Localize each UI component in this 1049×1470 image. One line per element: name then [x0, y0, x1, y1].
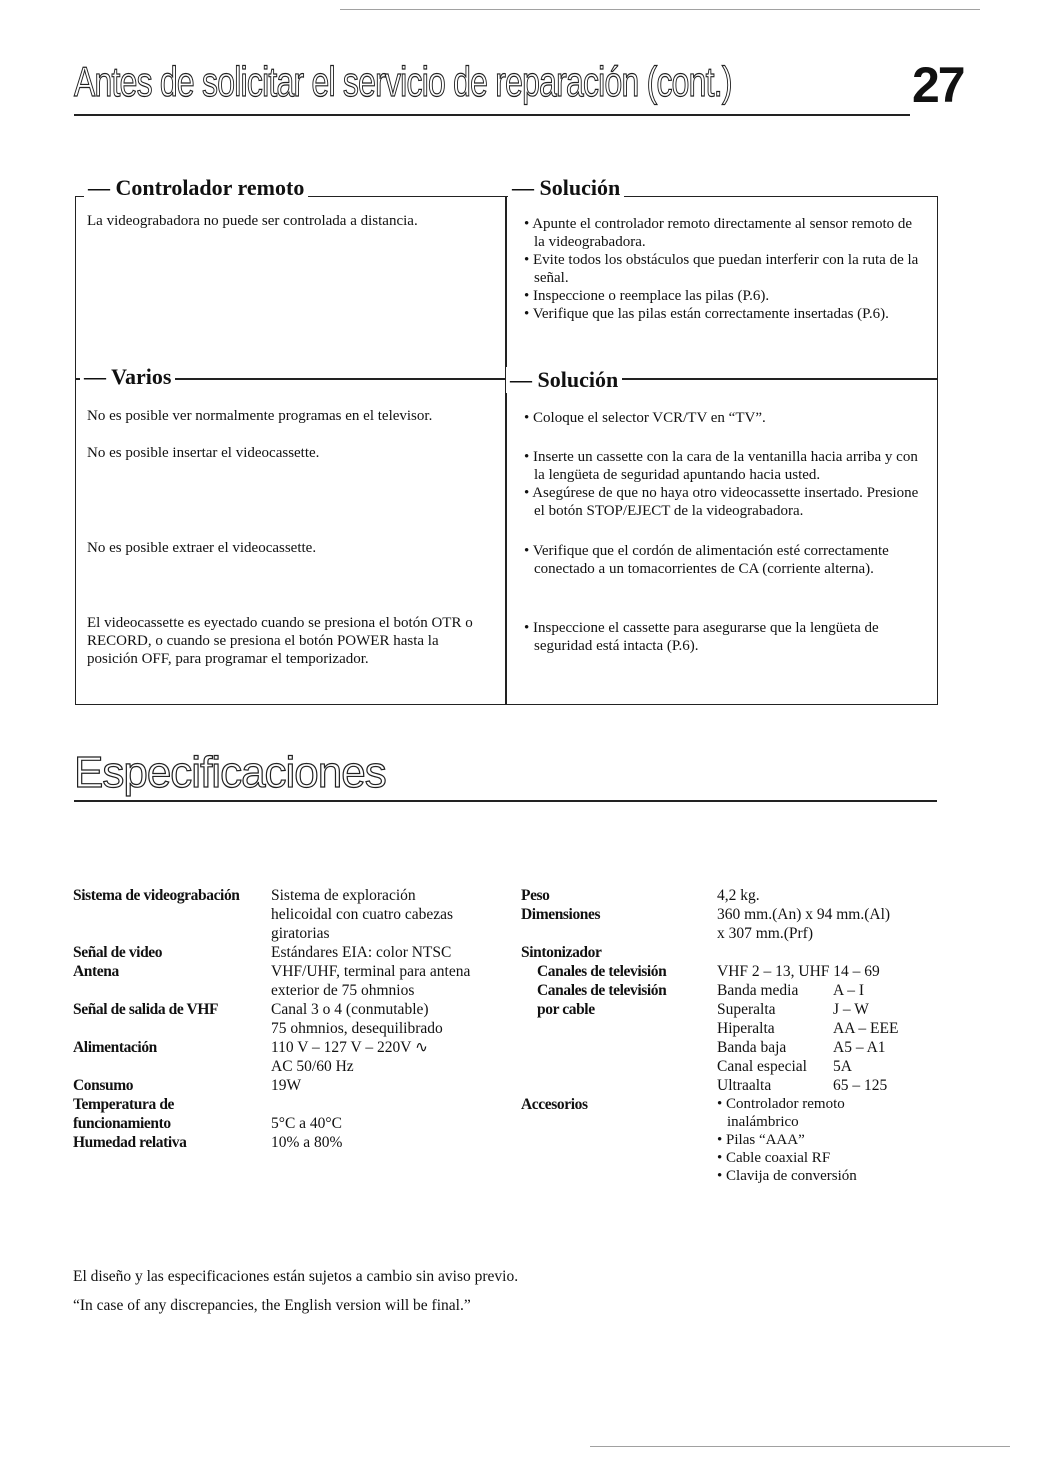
- column-divider: [505, 196, 507, 704]
- band-range: 5A: [833, 1058, 852, 1075]
- accessories-list: [717, 1095, 917, 1185]
- spec-value-line: helicoidal con cuatro cabezas: [271, 906, 454, 923]
- spec-value: [717, 943, 957, 962]
- remote-solutions: [524, 215, 919, 323]
- spec-label-line: Sistema de videograbación: [73, 887, 240, 904]
- spec-label: [73, 1000, 271, 1038]
- spec-label: [521, 981, 717, 1095]
- spec-value-line: [271, 1095, 516, 1114]
- problem-text: No es posible extraer el videocassette.: [87, 540, 317, 556]
- spec-label: Peso: [521, 887, 550, 904]
- spec-value: [271, 943, 516, 962]
- scan-artifact-top: [340, 9, 980, 10]
- specs-underline: [74, 800, 937, 802]
- varios-heading-text: Varios: [111, 364, 172, 389]
- spec-value-line: 19W: [271, 1077, 302, 1094]
- spec-label: Dimensiones: [521, 906, 601, 923]
- band-name: Superalta: [717, 1001, 776, 1018]
- solution-item: • Inserte un cassette con la cara de la ventanilla hacia arriba y con la lengüeta de seguridad apuntando hacia usted.: [524, 448, 919, 484]
- solution-item: • Inspeccione el cassette para asegurarse que la lengüeta de seguridad está intacta (P.6).: [524, 619, 919, 655]
- spec-label-line: funcionamiento: [73, 1115, 171, 1132]
- spec-value-line: 75 ohmnios, desequilibrado: [271, 1020, 443, 1037]
- spec-label: [73, 1095, 271, 1133]
- specs-right: [521, 886, 957, 1185]
- accessory-item: • Clavija de conversión: [717, 1167, 917, 1185]
- spec-label-line: Alimentación: [73, 1039, 157, 1056]
- remote-heading-text: Controlador remoto: [115, 175, 305, 200]
- spec-value: [271, 1076, 516, 1095]
- spec-value-line: exterior de 75 ohmnios: [271, 982, 415, 999]
- solution-list: [524, 542, 919, 578]
- spec-value: [271, 1000, 516, 1038]
- spec-label: Canales de televisión: [537, 963, 667, 980]
- accessory-item: • Pilas “AAA”: [717, 1131, 917, 1149]
- spec-value: VHF 2 – 13, UHF 14 – 69: [717, 963, 880, 980]
- solution-item: • Asegúrese de que no haya otro videocassette insertado. Presione el botón STOP/EJECT de la videograbadora.: [524, 484, 919, 520]
- spec-value: 4,2 kg.: [717, 887, 760, 904]
- solution-list: [524, 409, 919, 427]
- band-name: Banda baja: [717, 1039, 787, 1056]
- spec-value: [717, 905, 957, 943]
- spec-label: [73, 1133, 271, 1152]
- spec-label: [73, 1076, 271, 1095]
- solution-item: • Inspeccione o reemplace las pilas (P.6).: [524, 287, 919, 305]
- page-number: 27: [912, 57, 964, 113]
- spec-label-line: Antena: [73, 963, 119, 980]
- varios-heading: — Varios: [80, 364, 175, 390]
- spec-label-line: Canales de televisión: [537, 982, 667, 999]
- spec-value-line: AC 50/60 Hz: [271, 1058, 354, 1075]
- spec-value-line: Estándares EIA: color NTSC: [271, 944, 452, 961]
- varios-solution-heading-text: Solución: [537, 367, 619, 392]
- band-name: Ultraalta: [717, 1077, 772, 1094]
- spec-value-line: giratorias: [271, 925, 330, 942]
- spec-label: [73, 943, 271, 962]
- spec-value: [271, 1133, 516, 1152]
- spec-label-line: Humedad relativa: [73, 1134, 187, 1151]
- spec-value-line: 110 V – 127 V – 220V ∿: [271, 1039, 428, 1056]
- spec-value-line: 10% a 80%: [271, 1134, 343, 1151]
- spec-label-line: Consumo: [73, 1077, 134, 1094]
- solution-item: • Coloque el selector VCR/TV en “TV”.: [524, 409, 919, 427]
- spec-label: Sintonizador: [521, 944, 602, 961]
- spec-value-line: 5°C a 40°C: [271, 1115, 342, 1132]
- solution-item: • Verifique que las pilas están correctamente insertadas (P.6).: [524, 305, 919, 323]
- specs-title: Especificaciones: [74, 748, 386, 797]
- spec-value-line: x 307 mm.(Prf): [717, 925, 814, 942]
- spec-label: [73, 962, 271, 1000]
- spec-label: Accesorios: [521, 1096, 588, 1113]
- remote-solution-heading: — Solución: [508, 175, 624, 201]
- solution-list: [524, 619, 919, 655]
- remote-heading: — Controlador remoto: [84, 175, 308, 201]
- accessory-item: • Controlador remoto inalámbrico: [717, 1095, 917, 1131]
- spec-value-line: Sistema de exploración: [271, 887, 416, 904]
- spec-value-line: Canal 3 o 4 (conmutable): [271, 1001, 429, 1018]
- footer-disclaimer: “In case of any discrepancies, the English version will be final.”: [73, 1297, 471, 1314]
- spec-label: [73, 886, 271, 943]
- problem-text: El videocassette es eyectado cuando se presiona el botón OTR o RECORD, o cuando se presiona el botón POWER hasta la posición OFF, para programar el temporizador.: [87, 615, 473, 667]
- problem-text: No es posible insertar el videocassette.: [87, 445, 320, 461]
- band-range: A5 – A1: [833, 1039, 886, 1056]
- title-underline: [74, 114, 910, 116]
- solution-item: • Apunte el controlador remoto directamente al sensor remoto de la videograbadora.: [524, 215, 919, 251]
- spec-label-line: Señal de salida de VHF: [73, 1001, 219, 1018]
- solution-list: [524, 448, 919, 520]
- spec-value: [271, 1038, 516, 1076]
- problem-text: No es posible ver normalmente programas en el televisor.: [87, 408, 433, 424]
- band-name: Canal especial: [717, 1058, 807, 1075]
- spec-label: [73, 1038, 271, 1076]
- spec-label-line: Señal de video: [73, 944, 163, 961]
- spec-value-line: 360 mm.(An) x 94 mm.(Al): [717, 906, 891, 923]
- spec-label-line: Temperatura de: [73, 1096, 175, 1113]
- page-title: Antes de solicitar el servicio de reparación (cont.): [74, 58, 732, 105]
- band-name: Banda media: [717, 982, 799, 999]
- spec-value: [271, 962, 516, 1000]
- spec-value-line: VHF/UHF, terminal para antena: [271, 963, 471, 980]
- band-range: A – I: [833, 982, 864, 999]
- spec-label-line: por cable: [537, 1001, 595, 1018]
- band-range: 65 – 125: [833, 1077, 888, 1094]
- accessory-item: • Cable coaxial RF: [717, 1149, 917, 1167]
- remote-problem: La videograbadora no puede ser controlada a distancia.: [87, 213, 418, 229]
- remote-solution-heading-text: Solución: [539, 175, 621, 200]
- footer-note: El diseño y las especificaciones están sujetos a cambio sin aviso previo.: [73, 1268, 519, 1285]
- cable-bands: [717, 981, 957, 1095]
- varios-solution-heading: — Solución: [506, 367, 622, 393]
- spec-value: [271, 1095, 516, 1133]
- solution-item: • Verifique que el cordón de alimentación esté correctamente conectado a un tomacorrientes de CA (corriente alterna).: [524, 542, 919, 578]
- solution-item: • Evite todos los obstáculos que puedan interferir con la ruta de la señal.: [524, 251, 919, 287]
- band-range: AA – EEE: [833, 1020, 899, 1037]
- band-name: Hiperalta: [717, 1020, 775, 1037]
- specs-left: [73, 886, 516, 1152]
- band-range: J – W: [833, 1001, 869, 1018]
- scan-artifact-bottom: [590, 1446, 1010, 1447]
- spec-value: [271, 886, 516, 943]
